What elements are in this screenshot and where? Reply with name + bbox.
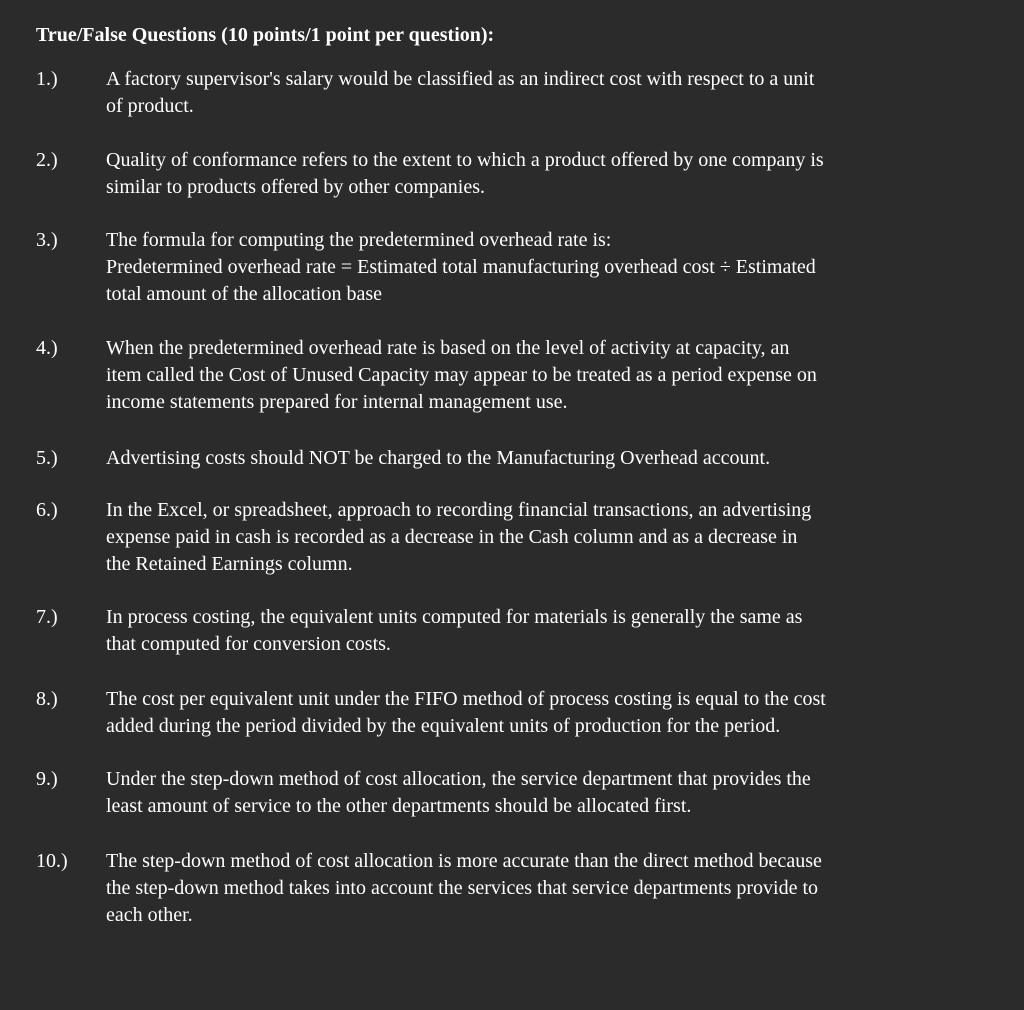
question-line: each other. — [106, 904, 193, 926]
question-line: expense paid in cash is recorded as a decrease in the Cash column and as a decrease in — [106, 526, 798, 548]
question-number: 10.) — [36, 850, 68, 872]
question-text — [106, 335, 986, 416]
question-line: item called the Cost of Unused Capacity may appear to be treated as a period expense on — [106, 364, 817, 386]
question-line: The cost per equivalent unit under the FIFO method of process costing is equal to the cost — [106, 688, 826, 710]
question-line: similar to products offered by other companies. — [106, 176, 485, 198]
question-line: total amount of the allocation base — [106, 283, 383, 305]
question-line: In process costing, the equivalent units computed for materials is generally the same as — [106, 606, 803, 628]
question-line: the step-down method takes into account the services that service departments provide to — [106, 877, 819, 899]
question-line: income statements prepared for internal management use. — [106, 391, 568, 413]
question-line: Quality of conformance refers to the extent to which a product offered by one company is — [106, 149, 824, 171]
question-line: added during the period divided by the equivalent units of production for the period. — [106, 715, 781, 737]
question-number: 8.) — [36, 688, 58, 710]
question-number: 1.) — [36, 68, 58, 90]
question-line: Predetermined overhead rate = Estimated total manufacturing overhead cost ÷ Estimated — [106, 256, 816, 278]
question-line: The formula for computing the predetermined overhead rate is: — [106, 229, 612, 251]
question-number: 2.) — [36, 149, 58, 171]
section-title: True/False Questions (10 points/1 point per question): — [36, 24, 495, 46]
question-number: 6.) — [36, 499, 58, 521]
question-line: When the predetermined overhead rate is based on the level of activity at capacity, an — [106, 337, 790, 359]
question-number: 3.) — [36, 229, 58, 251]
question-line: A factory supervisor's salary would be classified as an indirect cost with respect to a unit — [106, 68, 815, 90]
question-text — [106, 497, 986, 578]
question-text — [106, 227, 986, 308]
question-line: of product. — [106, 95, 194, 117]
question-line: least amount of service to the other departments should be allocated first. — [106, 795, 692, 817]
question-text — [106, 686, 986, 740]
question-text — [106, 848, 986, 929]
question-number: 4.) — [36, 337, 58, 359]
question-line: the Retained Earnings column. — [106, 553, 353, 575]
question-line: In the Excel, or spreadsheet, approach to recording financial transactions, an advertising — [106, 499, 812, 521]
question-text — [106, 445, 986, 472]
question-line: that computed for conversion costs. — [106, 633, 391, 655]
question-text — [106, 147, 986, 201]
question-line: Under the step-down method of cost allocation, the service department that provides the — [106, 768, 811, 790]
question-text — [106, 766, 986, 820]
question-text — [106, 604, 986, 658]
question-text — [106, 66, 986, 120]
question-number: 9.) — [36, 768, 58, 790]
question-line: The step-down method of cost allocation is more accurate than the direct method because — [106, 850, 822, 872]
question-line: Advertising costs should NOT be charged to the Manufacturing Overhead account. — [106, 447, 771, 469]
question-number: 5.) — [36, 447, 58, 469]
question-number: 7.) — [36, 606, 58, 628]
